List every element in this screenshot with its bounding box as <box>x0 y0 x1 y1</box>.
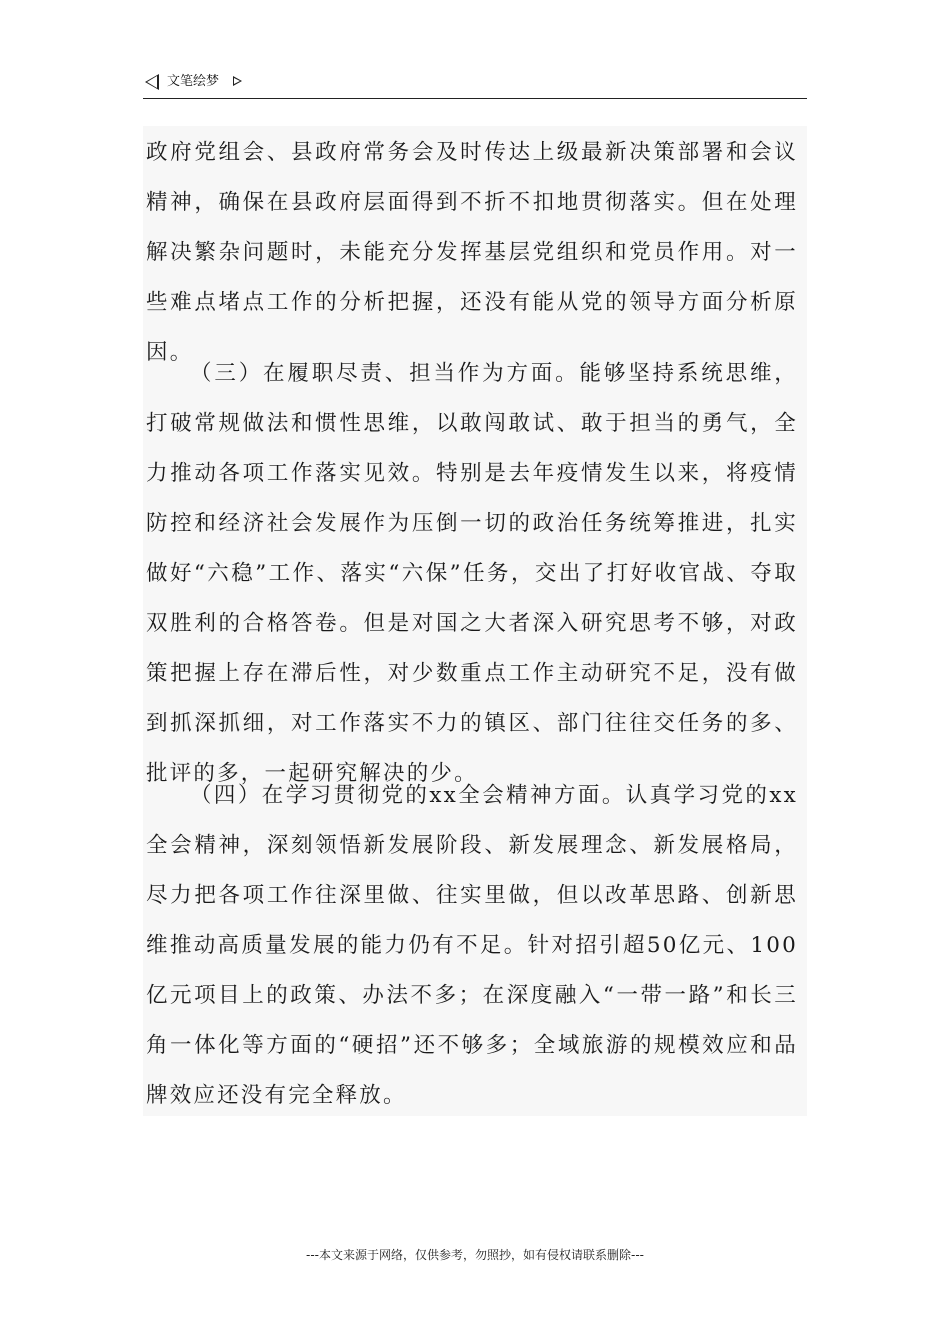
paragraph-2: （三）在履职尽责、担当作为方面。能够坚持系统思维，打破常规做法和惯性思维，以敢闯敢试、敢于担当的勇气，全力推动各项工作落实见效。特别是去年疫情发生以来，将疫情防控和经济社会发展作为压倒一切的政治任务统筹推进，扎实做好“六稳”工作、落实“六保”任务，交出了打好收官战、夺取双胜利的合格答卷。但是对国之大者深入研究思考不够，对政策把握上存在滞后性，对少数重点工作主动研究不足，没有做到抓深抓细，对工作落实不力的镇区、部门往往交任务的多、批评的多，一起研究解决的少。 <box>146 361 798 786</box>
paragraph-1: 政府党组会、县政府常务会及时传达上级最新决策部署和会议精神，确保在县政府层面得到不折不扣地贯彻落实。但在处理解决繁杂问题时，未能充分发挥基层党组织和党员作用。对一些难点堵点工作的分析把握，还没有能从党的领导方面分析原因。 <box>146 140 798 365</box>
header-brand: 文笔绘梦 <box>167 74 220 89</box>
page-header <box>143 72 807 99</box>
right-triangle-icon <box>233 76 242 86</box>
left-triangle-icon <box>145 74 159 90</box>
footer-disclaimer: ---本文来源于网络，仅供参考，勿照抄，如有侵权请联系删除--- <box>306 1248 644 1262</box>
paragraph-3: （四）在学习贯彻党的xx全会精神方面。认真学习党的xx全会精神，深刻领悟新发展阶段、新发展理念、新发展格局，尽力把各项工作往深里做、往实里做，但以改革思路、创新思维推动高质量发展的能力仍有不足。针对招引超50亿元、100亿元项目上的政策、办法不多；在深度融入“一带一路”和长三角一体化等方面的“硬招”还不够多；全域旅游的规模效应和品牌效应还没有完全释放。 <box>146 783 798 1108</box>
document-body <box>143 126 807 1116</box>
